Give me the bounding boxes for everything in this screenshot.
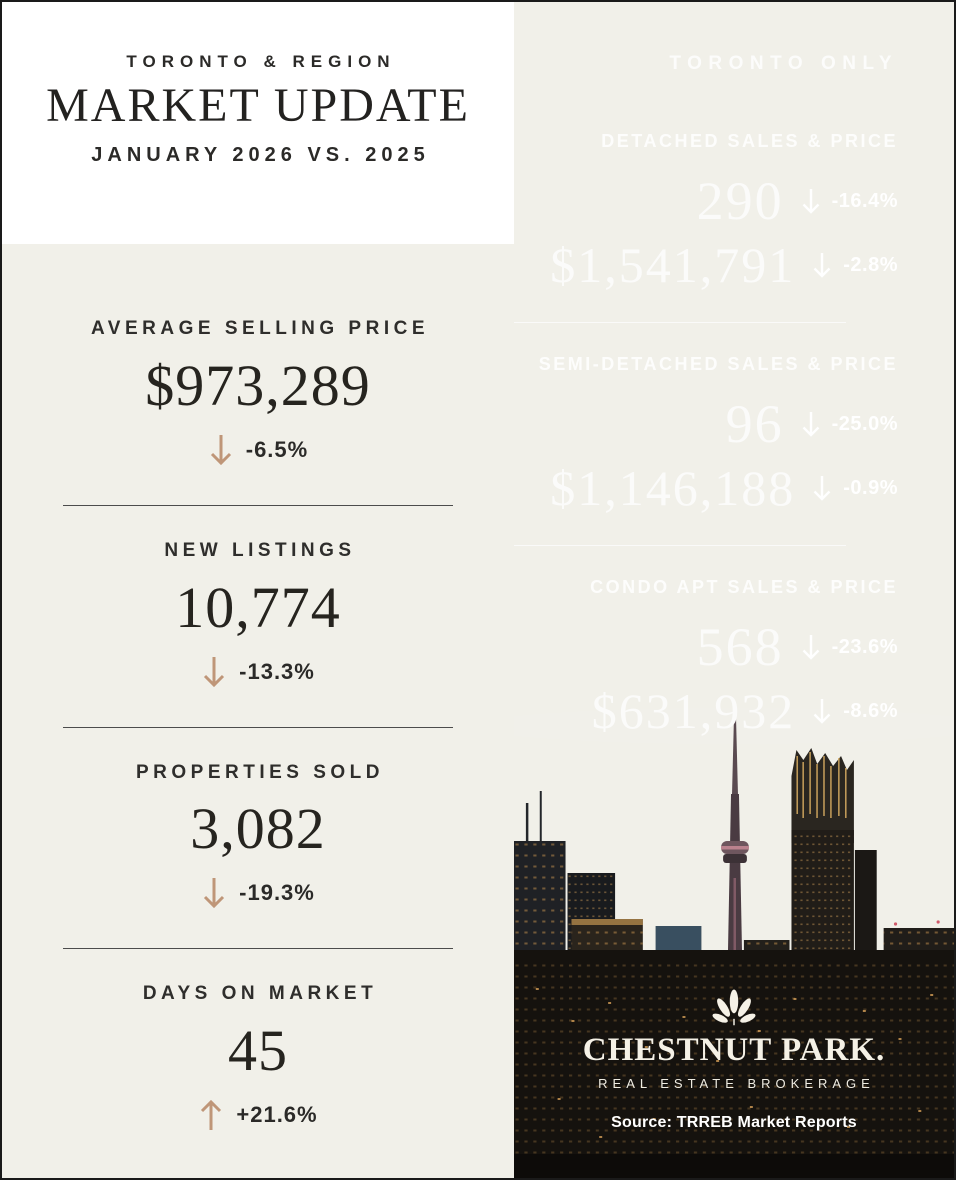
page-title: MARKET UPDATE	[46, 79, 470, 132]
stat-change-value: -13.3%	[239, 658, 315, 684]
price-change: -0.9%	[843, 476, 898, 499]
price-row	[514, 683, 898, 739]
price-row	[514, 460, 898, 516]
section-label: DETACHED SALES & PRICE	[601, 131, 898, 151]
section-condo-apt	[514, 576, 898, 739]
sales-row	[514, 394, 898, 454]
stat-value: 45	[228, 1018, 288, 1084]
toronto-skyline-illustration	[514, 698, 954, 1178]
sales-row	[514, 617, 898, 677]
stat-change-value: -6.5%	[245, 436, 309, 462]
divider	[63, 727, 453, 728]
stat-change	[2, 1098, 514, 1132]
section-label: SEMI-DETACHED SALES & PRICE	[538, 354, 898, 374]
sales-value: 290	[696, 171, 784, 231]
stat-label: DAYS ON MARKET	[142, 983, 378, 1005]
section-detached	[514, 130, 898, 293]
divider	[63, 505, 453, 506]
section-label: CONDO APT SALES & PRICE	[590, 577, 898, 597]
region-label: TORONTO & REGION	[126, 52, 396, 71]
stat-days-on-market	[2, 983, 514, 1132]
stat-value: 3,082	[190, 796, 326, 862]
sales-row	[514, 171, 898, 231]
price-value: $1,146,188	[550, 460, 796, 516]
stat-change	[2, 655, 514, 689]
stat-change	[2, 876, 514, 910]
section-semi-detached	[514, 353, 898, 516]
divider	[63, 948, 453, 949]
sales-value: 568	[696, 617, 784, 677]
stat-average-selling-price	[2, 318, 514, 467]
down-arrow-icon	[811, 697, 833, 725]
divider	[514, 545, 846, 546]
left-panel	[2, 2, 514, 1178]
sales-value: 96	[725, 394, 784, 454]
price-change: -8.6%	[843, 699, 898, 722]
period-label: JANUARY 2026 VS. 2025	[91, 144, 430, 167]
sales-change: -16.4%	[831, 189, 898, 212]
brand-name: CHESTNUT PARK.	[582, 1032, 886, 1068]
header	[2, 2, 514, 244]
down-arrow-icon	[811, 474, 833, 502]
stat-value: $973,289	[145, 352, 371, 418]
down-arrow-icon	[800, 410, 822, 438]
down-arrow-icon	[201, 876, 227, 910]
sales-change: -25.0%	[831, 412, 898, 435]
price-change: -2.8%	[843, 253, 898, 276]
up-arrow-icon	[198, 1098, 224, 1132]
stat-value: 10,774	[175, 574, 341, 640]
down-arrow-icon	[201, 655, 227, 689]
stat-change	[2, 433, 514, 467]
toronto-panel	[514, 2, 954, 1178]
brand-block	[514, 984, 954, 1091]
price-value: $631,932	[591, 683, 796, 739]
down-arrow-icon	[800, 187, 822, 215]
sales-change: -23.6%	[831, 635, 898, 658]
stat-new-listings	[2, 540, 514, 689]
panel-heading: TORONTO ONLY	[669, 53, 898, 74]
brand-tagline: REAL ESTATE BROKERAGE	[598, 1076, 875, 1092]
down-arrow-icon	[811, 251, 833, 279]
stat-properties-sold	[2, 762, 514, 911]
down-arrow-icon	[208, 433, 234, 467]
divider	[514, 322, 846, 323]
toronto-stats	[514, 2, 954, 739]
stat-change-value: +21.6%	[236, 1102, 318, 1128]
stat-label: PROPERTIES SOLD	[135, 761, 385, 783]
region-stats	[2, 244, 514, 1132]
stat-label: AVERAGE SELLING PRICE	[90, 318, 429, 339]
price-row	[514, 237, 898, 293]
chestnut-leaf-icon	[712, 984, 756, 1028]
price-value: $1,541,791	[550, 237, 796, 293]
stat-label: NEW LISTINGS	[164, 539, 356, 561]
stat-change-value: -19.3%	[239, 880, 315, 906]
down-arrow-icon	[800, 633, 822, 661]
source-attribution: Source: TRREB Market Reports	[611, 1114, 857, 1131]
